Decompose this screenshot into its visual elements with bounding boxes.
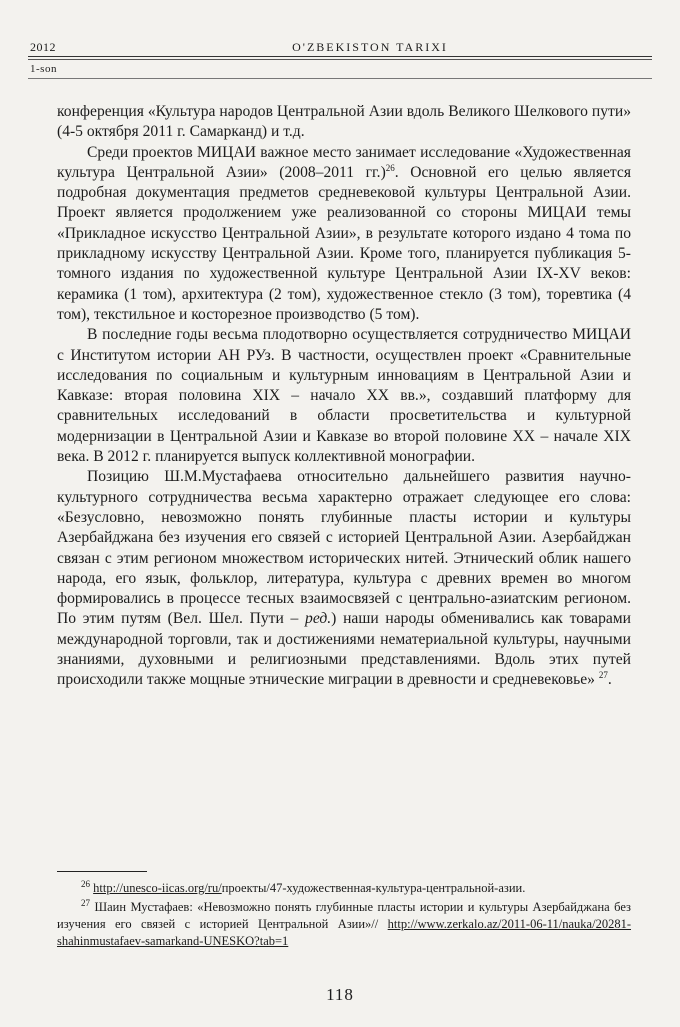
footnote-27: [57, 899, 631, 950]
footnote-26: [57, 880, 631, 897]
paragraph-2: [57, 143, 631, 326]
paragraph-2-text: Среди проектов МИЦАИ важное место занимает исследование «Художественная культура Центральной Азии» (2008–2011 гг.): [57, 143, 631, 181]
header-year: 2012: [30, 40, 56, 54]
header-rule-bottom: [28, 78, 652, 79]
footnote-26-link[interactable]: http://unesco-iicas.org/ru/: [93, 881, 222, 895]
footnote-ref-27[interactable]: 27: [598, 670, 608, 681]
journal-title: O'ZBEKISTON TARIXI: [292, 40, 448, 54]
footnote-26-text: проекты/47-художественная-культура-центральной-азии.: [221, 881, 526, 895]
paragraph-4: [57, 467, 631, 690]
paragraph-4-text-a: Позицию Ш.М.Мустафаева относительно дальнейшего развития научно-культурного сотрудничества весьма характерно отражает следующее его слова: «Безусловно, невозможно понять глубинные пласты истории и культуры Азербайджана без изучения его связей с историей Центральной Азии. Азербайджан связан с этим регионом множеством исторических нитей. Этнический облик нашего народа, его язык, фольклор, литература, культура с древних времен во многом формировались в процессе тесных взаимосвязей с центрально-азиатским регионом. По этим путям (Вел. Шел. Пути –: [57, 468, 631, 628]
footnote-27-number: 27: [81, 897, 90, 908]
editor-note: ред.: [305, 610, 332, 628]
paragraph-1: конференция «Культура народов Центральной Азии вдоль Великого Шелкового пути» (4-5 октября 2011 г. Самарканд) и т.д.: [57, 103, 631, 141]
page-number: 118: [326, 985, 354, 1004]
header-rule: [28, 56, 652, 57]
paragraph-3: В последние годы весьма плодотворно осуществляется сотрудничество МИЦАИ с Институтом истории АН РУз. В частности, осуществлен проект «Сравнительные исследования по социальным и культурным инновациям в Центральной Азии и Кавказе: вторая половина XIX – начало XX вв.», создавший платформу для сравнительных исследований в области просветительства и культурной модернизации в Центральной Азии и Кавказе во второй половине XX – начале XIX века. В 2012 г. планируется выпуск коллективной монографии.: [57, 326, 631, 466]
article-body: [57, 102, 631, 691]
paragraph-2-rest: . Основной его целью является подробная документация предметов средневековой культуры Центральной Азии. Проект является продолжением уже реализованной со стороны МИЦАИ темы «Прикладное искусство Центральной Азии», в результате которого издано 4 тома по прикладному искусству Центральной Азии. Кроме того, планируется публикация 5-томного издания по художественной культуре Центральной Азии IX-XV веков: керамика (1 том), архитектура (2 том), художественное стекло (3 том), торевтика (4 том), текстильное и косторезное производство (5 том).: [57, 163, 631, 323]
header-rule-secondary: [28, 59, 652, 60]
footnotes: [57, 880, 631, 952]
footnote-27-text: Шаин Мустафаев: «Невозможно понять глубинные пласты истории и культуры Азербайджана без изучения его связей с историей Центральной Азии»//: [57, 900, 632, 931]
footnote-ref-26[interactable]: 26: [385, 162, 395, 173]
footnote-27-link[interactable]: http://www.zerkalo.az/2011-06-11/nauka/20281-shahinmustafaev-samarkand-UNESKO?tab=1: [57, 917, 631, 948]
footnote-26-number: 26: [81, 878, 90, 889]
footnote-separator: [57, 871, 147, 872]
header-issue: 1-son: [30, 63, 57, 75]
paragraph-4-text-b: ) наши народы обменивались как товарами международной торговли, так и достижениями нематериальной культуры, научными знаниями, духовными и религиозными представлениями. Вдоль этих путей происходили также мощные этнические миграции в древности и средневековье»: [57, 610, 632, 689]
paragraph-4-end: .: [607, 671, 612, 689]
